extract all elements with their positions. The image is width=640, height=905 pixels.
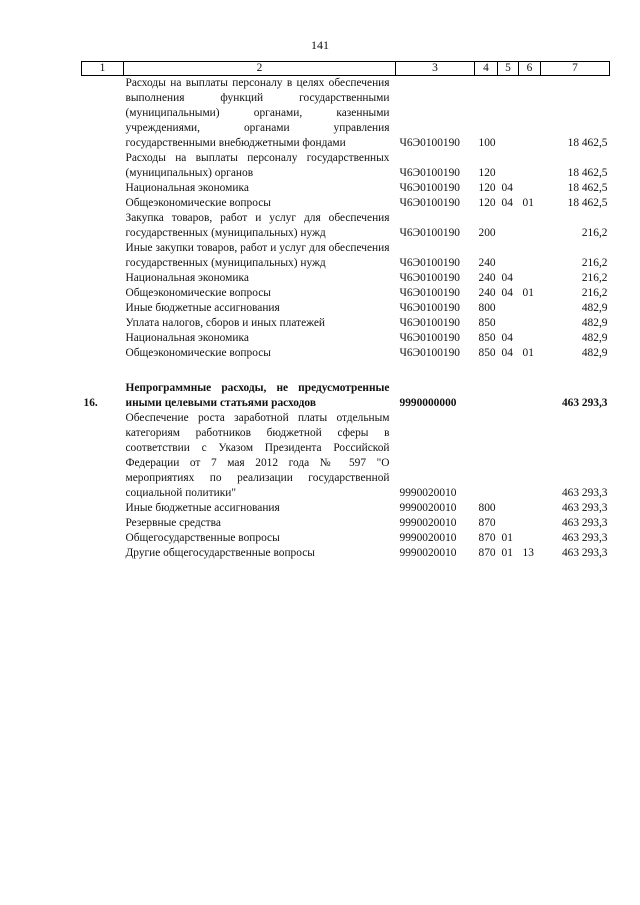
row-expense-type: 800: [478, 502, 496, 514]
row-amount: 463 293,3: [561, 397, 608, 409]
table-row: [82, 76, 610, 152]
header-row: [82, 62, 610, 76]
row-description: Национальная экономика: [125, 332, 249, 344]
table-row: [82, 301, 610, 316]
row-subsection: [519, 531, 541, 546]
row-subsection: [519, 271, 541, 286]
header-col-2: 2: [124, 62, 396, 76]
row-subsection: 01: [522, 287, 534, 299]
row-number: [82, 76, 124, 152]
row-subsection: 13: [522, 547, 534, 559]
row-expense-type: 800: [478, 302, 496, 314]
row-subsection: [519, 211, 541, 241]
row-description: Резервные средства: [125, 517, 221, 529]
row-section: 04: [501, 347, 513, 359]
row-section: 01: [501, 547, 513, 559]
row-expense-type: 240: [478, 272, 496, 284]
row-description: Иные бюджетные ассигнования: [125, 502, 280, 514]
table-row: [82, 271, 610, 286]
row-section: [498, 76, 519, 152]
row-section: 04: [501, 287, 513, 299]
row-amount: 463 293,3: [561, 487, 608, 499]
row-section: [498, 411, 519, 501]
row-description: Общеэкономические вопросы: [125, 287, 271, 299]
row-subsection: 01: [522, 347, 534, 359]
row-subsection: [519, 181, 541, 196]
table-row: [82, 331, 610, 346]
row-section: [498, 381, 519, 411]
row-amount: 463 293,3: [561, 532, 608, 544]
row-spacer: [82, 361, 610, 381]
row-section: [498, 516, 519, 531]
row-expense-type: 240: [478, 257, 496, 269]
row-subsection: [519, 501, 541, 516]
row-section: 04: [501, 182, 513, 194]
row-number: [82, 546, 124, 561]
row-expense-type: 120: [478, 197, 496, 209]
row-number: [82, 501, 124, 516]
table-body: [82, 76, 610, 562]
row-expense-type: 120: [478, 182, 496, 194]
row-section: 01: [501, 532, 513, 544]
row-target-code: 9990020010: [399, 487, 457, 499]
table-row: [82, 411, 610, 501]
row-section: 04: [501, 272, 513, 284]
row-target-code: 9990020010: [399, 532, 457, 544]
row-number: [82, 196, 124, 211]
row-expense-type: 850: [478, 347, 496, 359]
row-section: [498, 301, 519, 316]
row-description: Обеспечение роста заработной платы отдельным категориям работников бюджетной сферы в соответствии с Указом Президента Российской Федерации от 7 мая 2012 года № 597 "О мероприятиях по реализации государственной социальной политики": [125, 412, 390, 499]
row-target-code: 9990020010: [399, 502, 457, 514]
row-subsection: [519, 411, 541, 501]
row-section: [498, 151, 519, 181]
row-expense-type: [475, 411, 498, 501]
row-subsection: [519, 76, 541, 152]
row-section: 04: [501, 197, 513, 209]
row-number: [82, 531, 124, 546]
row-target-code: Ч6Э0100190: [399, 347, 460, 359]
row-section: [498, 316, 519, 331]
page-number: 141: [311, 38, 329, 52]
row-target-code: Ч6Э0100190: [399, 302, 460, 314]
row-description: Расходы на выплаты персоналу государственных (муниципальных) органов: [125, 152, 390, 179]
row-description: Национальная экономика: [125, 182, 249, 194]
table-row: [82, 516, 610, 531]
row-expense-type: 870: [478, 517, 496, 529]
row-number: [82, 286, 124, 301]
row-subsection: [519, 331, 541, 346]
table-row: [82, 546, 610, 561]
table-row: [82, 531, 610, 546]
row-expense-type: 870: [478, 547, 496, 559]
table-row: [82, 151, 610, 181]
row-spacer-cell: [82, 361, 610, 381]
row-number: [82, 181, 124, 196]
row-description: Общегосударственные вопросы: [125, 532, 280, 544]
row-expense-type: [475, 381, 498, 411]
row-number: [82, 301, 124, 316]
row-expense-type: 120: [478, 167, 496, 179]
row-subsection: [519, 516, 541, 531]
table-row: [82, 196, 610, 211]
row-amount: 18 462,5: [567, 182, 608, 194]
row-number: [82, 151, 124, 181]
row-amount: 482,9: [581, 332, 608, 344]
row-description: Общеэкономические вопросы: [125, 347, 271, 359]
row-target-code: Ч6Э0100190: [399, 182, 460, 194]
row-expense-type: 850: [478, 317, 496, 329]
row-amount: 18 462,5: [567, 137, 608, 149]
row-target-code: Ч6Э0100190: [399, 167, 460, 179]
row-target-code: Ч6Э0100190: [399, 317, 460, 329]
row-target-code: Ч6Э0100190: [399, 257, 460, 269]
row-number: [82, 411, 124, 501]
row-subsection: [519, 301, 541, 316]
row-number: [82, 211, 124, 241]
row-target-code: Ч6Э0100190: [399, 272, 460, 284]
row-description: Иные закупки товаров, работ и услуг для обеспечения государственных (муниципальных) нужд: [125, 242, 390, 269]
row-section: [498, 241, 519, 271]
table-row: [82, 286, 610, 301]
row-description: Закупка товаров, работ и услуг для обеспечения государственных (муниципальных) нужд: [125, 212, 390, 239]
table-row: [82, 501, 610, 516]
row-subsection: [519, 381, 541, 411]
row-target-code: Ч6Э0100190: [399, 137, 460, 149]
table-row: [82, 316, 610, 331]
row-target-code: 9990020010: [399, 517, 457, 529]
row-target-code: Ч6Э0100190: [399, 287, 460, 299]
row-subsection: 01: [522, 197, 534, 209]
budget-table: [81, 61, 610, 561]
row-section: [498, 501, 519, 516]
row-number: [82, 271, 124, 286]
row-target-code: Ч6Э0100190: [399, 227, 460, 239]
row-number: [82, 516, 124, 531]
row-subsection: [519, 151, 541, 181]
row-target-code: Ч6Э0100190: [399, 332, 460, 344]
row-expense-type: 870: [478, 532, 496, 544]
row-number: [82, 331, 124, 346]
row-description: Расходы на выплаты персоналу в целях обеспечения выполнения функций государственными (муниципальными) органами, казенными учреждениями, органами управления государственными внебюджетными фондами: [125, 77, 390, 149]
header-col-4: 4: [475, 62, 498, 76]
table-header: [82, 62, 610, 76]
header-col-3: 3: [396, 62, 475, 76]
row-number: [82, 316, 124, 331]
row-description: Уплата налогов, сборов и иных платежей: [125, 317, 325, 329]
table-row: [82, 381, 610, 411]
header-col-1: 1: [82, 62, 124, 76]
row-amount: 482,9: [581, 347, 608, 359]
table-row: [82, 211, 610, 241]
row-description: Общеэкономические вопросы: [125, 197, 271, 209]
table-row: [82, 241, 610, 271]
row-description: Непрограммные расходы, не предусмотренные иными целевыми статьями расходов: [125, 382, 390, 409]
row-section: 04: [501, 332, 513, 344]
row-description: Иные бюджетные ассигнования: [125, 302, 280, 314]
row-expense-type: 240: [478, 287, 496, 299]
row-target-code: 9990000000: [399, 397, 457, 409]
row-expense-type: 200: [478, 227, 496, 239]
row-amount: 216,2: [581, 272, 608, 284]
row-target-code: 9990020010: [399, 547, 457, 559]
header-col-6: 6: [519, 62, 541, 76]
row-amount: 482,9: [581, 317, 608, 329]
row-expense-type: 100: [478, 137, 496, 149]
row-expense-type: 850: [478, 332, 496, 344]
row-number: [82, 346, 124, 361]
row-amount: 18 462,5: [567, 167, 608, 179]
row-amount: 463 293,3: [561, 517, 608, 529]
row-amount: 463 293,3: [561, 547, 608, 559]
row-subsection: [519, 241, 541, 271]
row-amount: 18 462,5: [567, 197, 608, 209]
row-number: [82, 241, 124, 271]
header-col-5: 5: [498, 62, 519, 76]
row-description: Другие общегосударственные вопросы: [125, 547, 315, 559]
row-amount: 216,2: [581, 257, 608, 269]
row-amount: 482,9: [581, 302, 608, 314]
row-subsection: [519, 316, 541, 331]
row-section: [498, 211, 519, 241]
row-amount: 463 293,3: [561, 502, 608, 514]
row-amount: 216,2: [581, 227, 608, 239]
row-target-code: Ч6Э0100190: [399, 197, 460, 209]
table-row: [82, 181, 610, 196]
row-description: Национальная экономика: [125, 272, 249, 284]
header-col-7: 7: [541, 62, 610, 76]
table-row: [82, 346, 610, 361]
row-number: 16.: [83, 397, 98, 409]
row-amount: 216,2: [581, 287, 608, 299]
